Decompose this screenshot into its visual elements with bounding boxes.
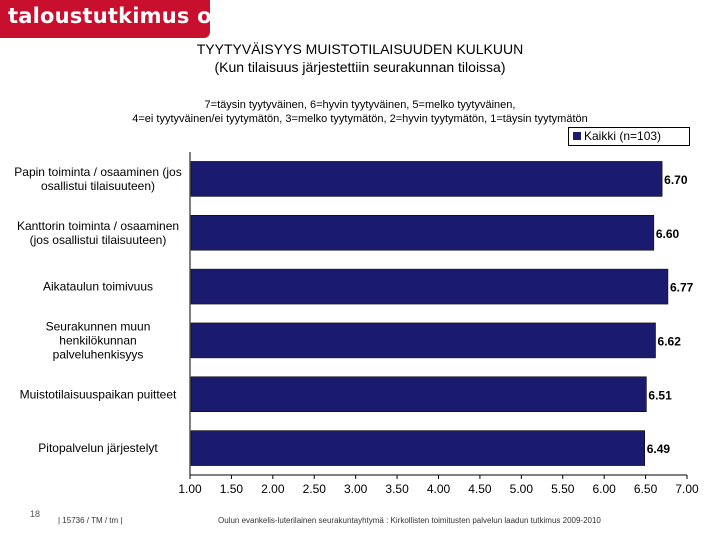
category-label: Papin toiminta / osaaminen (jos — [14, 164, 182, 179]
category-label: palveluhenkisyys — [52, 347, 144, 362]
category-label: Seurakunnen muun — [45, 319, 151, 334]
x-tick-label: 2.50 — [302, 482, 326, 496]
scale-description-line2: 4=ei tyytyväinen/ei tyytymätön, 3=melko tyytymätön, 2=hyvin tyytymätön, 1=täysin tyytymätön — [132, 113, 588, 125]
chart-title: TYYTYVÄISYYS MUISTOTILAISUUDEN KULKUUN — [196, 41, 524, 57]
x-tick-label: 6.50 — [633, 482, 658, 496]
scale-description-line1: 7=täysin tyytyväinen, 6=hyvin tyytyväinen, 5=melko tyytyväinen, — [204, 99, 516, 111]
value-label: 6.70 — [664, 172, 688, 187]
x-tick-label: 5.00 — [509, 482, 534, 496]
footer-code: | 15736 / TM / tm | — [58, 516, 123, 525]
x-tick-label: 7.00 — [675, 482, 699, 496]
category-label: Kanttorin toiminta / osaaminen — [16, 218, 180, 233]
bar — [191, 377, 646, 412]
category-label: osallistui tilaisuuteen) — [40, 178, 156, 193]
value-label: 6.62 — [657, 334, 681, 349]
chart-subtitle: (Kun tilaisuus järjestettiin seurakunnan tiloissa) — [214, 59, 506, 75]
value-label: 6.77 — [669, 280, 694, 295]
bar — [191, 215, 654, 250]
category-label: (jos osallistui tilaisuuteen) — [29, 232, 167, 247]
category-label: Pitopalvelun järjestelyt — [38, 441, 158, 456]
footer-source: Oulun evankelis-luterilainen seurakuntayhtymä : Kirkollisten toimitusten palvelun laadun tutkimus 2009-2010 — [218, 516, 601, 525]
bar — [191, 161, 662, 196]
x-tick-label: 4.00 — [426, 482, 451, 496]
x-tick-label: 3.00 — [343, 482, 368, 496]
legend-label: Kaikki (n=103) — [584, 129, 662, 143]
x-tick-label: 1.00 — [178, 482, 202, 496]
x-tick-label: 2.00 — [261, 482, 285, 496]
category-label: henkilökunnan — [59, 333, 137, 348]
bar — [191, 431, 645, 466]
brand-logo-text: taloustutkimus oy — [8, 4, 226, 28]
value-label: 6.49 — [646, 442, 671, 457]
x-tick-label: 1.50 — [219, 482, 244, 496]
category-label: Aikataulun toimivuus — [42, 279, 154, 294]
bar — [191, 323, 656, 358]
x-tick-label: 5.50 — [551, 482, 575, 496]
x-tick-label: 4.50 — [468, 482, 492, 496]
page-number: 18 — [30, 509, 41, 519]
value-label: 6.60 — [655, 226, 680, 241]
value-label: 6.51 — [648, 388, 672, 403]
x-tick-label: 3.50 — [385, 482, 409, 496]
x-tick-label: 6.00 — [592, 482, 616, 496]
bar — [191, 269, 668, 304]
category-label: Muistotilaisuuspaikan puitteet — [19, 387, 177, 402]
